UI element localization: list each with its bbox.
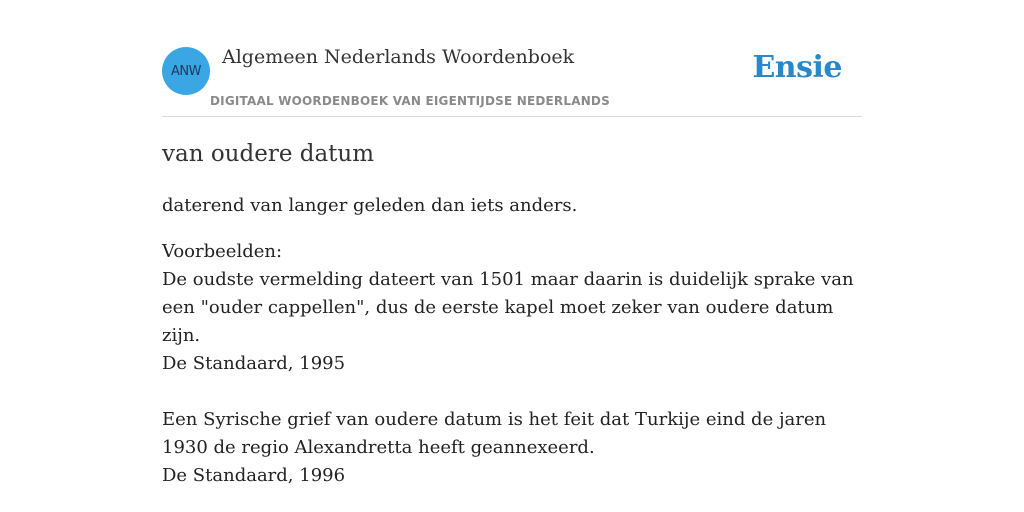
- example-text: De oudste vermelding dateert van 1501 maar daarin is duidelijk sprake van een "ouder cappellen", dus de eerste kapel moet zeker van oudere datum zijn.: [162, 269, 854, 346]
- logo-text: ANW: [171, 63, 201, 79]
- example-source: De Standaard, 1995: [162, 353, 346, 374]
- example-item: [162, 406, 862, 490]
- entry-term: van oudere datum: [162, 141, 375, 167]
- entry-content: [162, 138, 862, 490]
- example-separator: [162, 378, 862, 406]
- site-title[interactable]: Algemeen Nederlands Woordenboek: [222, 46, 575, 68]
- example-source: De Standaard, 1996: [162, 465, 346, 486]
- site-header: [162, 36, 862, 117]
- example-text: Een Syrische grief van oudere datum is het feit dat Turkije eind de jaren 1930 de regio Alexandretta heeft geannexeerd.: [162, 409, 827, 458]
- examples-label: Voorbeelden:: [162, 241, 283, 262]
- site-subtitle: DIGITAAL WOORDENBOEK VAN EIGENTIJDSE NEDERLANDS: [210, 94, 610, 108]
- anw-logo[interactable]: [162, 47, 210, 95]
- example-item: [162, 266, 862, 378]
- examples-section: [162, 238, 862, 490]
- ensie-brand-link[interactable]: Ensie: [752, 50, 842, 85]
- entry-definition: daterend van langer geleden dan iets anders.: [162, 195, 578, 216]
